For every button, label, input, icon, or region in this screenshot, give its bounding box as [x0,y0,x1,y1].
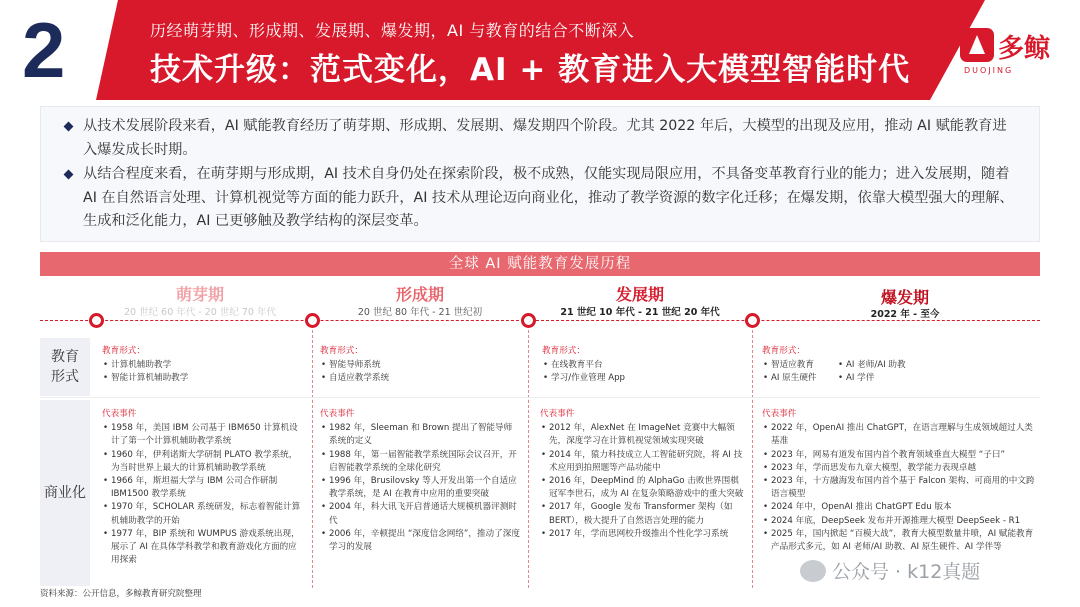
diamond-bullet-icon [64,122,74,132]
forms-cell-4 [762,345,912,386]
page-title: 技术升级：范式变化，AI + 教育进入大模型智能时代 [150,52,911,88]
header-subtitle: 历经萌芽期、形成期、发展期、爆发期，AI 与教育的结合不断深入 [150,21,635,40]
event-item: • 1996 年，Brusilovsky 等人开发出第一个自适应教学系统，是 AI 在教育中应用的重要突破 [320,475,520,501]
event-item: • 1970 年，SCHOLAR 系统研发，标志着智能计算机辅助教学的开始 [102,501,302,527]
phase-name-1: 萌芽期 [175,285,224,304]
intro-bullet-text: 从技术发展阶段来看，AI 赋能教育经历了萌芽期、形成期、发展期、爆发期四个阶段。尤其 2022 年后，大模型的出现及应用，推动 AI 赋能教育进入爆发成长时期。 [83,118,1007,158]
column-divider [528,330,529,588]
form-item: • 智适应教育 [762,359,837,372]
duojing-logo-icon [960,28,994,62]
forms-cell-3 [542,345,742,386]
timeline-node-4 [745,313,760,328]
phase-name-4: 爆发期 [880,288,929,307]
phase-name-3: 发展期 [615,285,664,304]
column-divider [312,330,313,588]
form-item: • 智能计算机辅助教学 [102,372,302,385]
form-item: • 智能导师系统 [320,359,520,372]
timeline-node-3 [521,313,536,328]
logo-name-cn: 多鲸 [998,34,1051,64]
form-item: • 自适应教学系统 [320,372,520,385]
timeline-banner: 全球 AI 赋能教育发展历程 [40,252,1040,276]
form-item: • 学习/作业管理 App [542,372,742,385]
phase-range-4: 2022 年 - 至今 [870,309,940,320]
event-item: • 2024 年底，DeepSeek 发布并开源推理大模型 DeepSeek - R1 [762,515,1037,528]
section-number: 2 [22,6,66,94]
intro-bullet [63,163,1019,234]
intro-bullet [63,115,1019,162]
form-item: • 计算机辅助教学 [102,359,302,372]
intro-bullet-text: 从结合程度来看，在萌芽期与形成期，AI 技术自身仍处在探索阶段，极不成熟，仅能实现局限应用，不具备变革教育行业的能力；进入发展期，随着 AI 在自然语言处理、计算机视觉等方面的能力跃升，AI 技术从理论迈向商业化，推动了教学资源的数字化迁移；在爆发期，依靠大模型强大的理解、生成和泛化能力，AI 已更够触及教学结构的深层变革。 [83,166,1014,229]
column-divider [752,330,753,588]
forms-cell-2 [320,345,520,386]
form-label: 教育形式： [762,346,805,356]
form-label: 教育形式： [320,346,363,356]
watermark [800,557,980,584]
event-item: • 1982 年，Sleeman 和 Brown 提出了智能导师系统的定义 [320,422,520,448]
row-label-text: 教育形式 [51,349,79,385]
events-cell-3 [540,408,745,541]
event-item: • 2025 年，国内掀起 “百模大战”，教育大模型数量井喷，AI 赋能教育产品形式多元，如 AI 老师/AI 助教、AI 原生硬件、AI 学伴等 [762,528,1037,554]
event-item: • 2023 年，学而思发布九章大模型，教学能力表现卓越 [762,462,1037,475]
phase-range-3: 21 世纪 10 年代 - 21 世纪 20 年代 [560,307,720,318]
row-label-commercial: 商业化 [40,400,90,586]
event-item: • 2022 年，OpenAI 推出 ChatGPT，在语言理解与生成领域超过人类基准 [762,422,1037,448]
event-item: • 2012 年，AlexNet 在 ImageNet 竞赛中大幅领先，深度学习在计算机视觉领域实现突破 [540,422,745,448]
event-item: • 1958 年，美国 IBM 公司基于 IBM650 计算机设计了第一个计算机辅助教学系统 [102,422,302,448]
timeline-node-1 [89,313,104,328]
event-item: • 2014 年，猿力科技成立人工智能研究院，将 AI 技术应用到拍照题等产品功能中 [540,449,745,475]
phase-range-2: 20 世纪 80 年代 - 21 世纪初 [357,307,483,318]
diamond-bullet-icon [64,170,74,180]
event-label: 代表事件 [102,409,137,419]
form-label: 教育形式： [542,346,585,356]
event-item: • 2016 年，DeepMind 的 AlphaGo 击败世界围棋冠军李世石，成为 AI 在复杂策略游戏中的重大突破 [540,475,745,501]
event-item: • 1977 年，BIP 系统和 WUMPUS 游戏系统出现，展示了 AI 在具体学科教学和教育游戏化方面的应用探索 [102,528,302,568]
event-label: 代表事件 [320,409,355,419]
slide-header [0,0,1080,100]
row-separator [40,397,1040,398]
event-item: • 2023 年，十方融海发布国内首个基于 Falcon 架构、可商用的中文跨语言模型 [762,475,1037,501]
events-cell-1 [102,408,302,567]
form-item: • AI 学伴 [837,372,912,385]
row-label-forms [40,338,90,396]
event-item: • 2004 年，科大讯飞开启普通话大规模机器评测时代 [320,501,520,527]
event-label: 代表事件 [762,409,797,419]
brand-logo [960,22,1070,82]
event-label: 代表事件 [540,409,575,419]
logo-name-en: DUOJING [964,66,1014,75]
event-item: • 1988 年，第一届智能教学系统国际会议召开，开启智能教学系统的全球化研究 [320,449,520,475]
form-item: • 在线教育平台 [542,359,742,372]
intro-box [40,106,1040,242]
form-label: 教育形式： [102,346,145,356]
event-item: • 2017 年，Google 发布 Transformer 架构（如 BERT），极大提升了自然语言处理的能力 [540,501,745,527]
watermark-text: 公众号 · k12真题 [832,561,981,583]
event-item: • 2017 年，学而思网校升级推出个性化学习系统 [540,528,745,541]
forms-cell-1 [102,345,302,386]
events-cell-4 [762,408,1037,554]
source-note: 资料来源：公开信息，多鲸教育研究院整理 [40,589,202,599]
events-cell-2 [320,408,520,554]
form-item: • AI 原生硬件 [762,372,837,385]
timeline-line [40,320,1040,321]
event-item: • 1960 年，伊利诺斯大学研制 PLATO 教学系统，为当时世界上最大的计算机辅助教学系统 [102,449,302,475]
event-item: • 2023 年，网易有道发布国内首个教育领域垂直大模型 “子曰” [762,449,1037,462]
wechat-icon [800,560,826,582]
event-item: • 2006 年，辛顿提出 “深度信念网络”，推动了深度学习的发展 [320,528,520,554]
form-item: • AI 老师/AI 助教 [837,359,912,372]
event-item: • 2024 年中，OpenAI 推出 ChatGPT Edu 版本 [762,501,1037,514]
event-item: • 1966 年，斯坦福大学与 IBM 公司合作研制 IBM1500 教学系统 [102,475,302,501]
timeline-node-2 [305,313,320,328]
phase-range-1: 20 世纪 60 年代 - 20 世纪 70 年代 [124,307,276,318]
phase-name-2: 形成期 [395,285,444,304]
